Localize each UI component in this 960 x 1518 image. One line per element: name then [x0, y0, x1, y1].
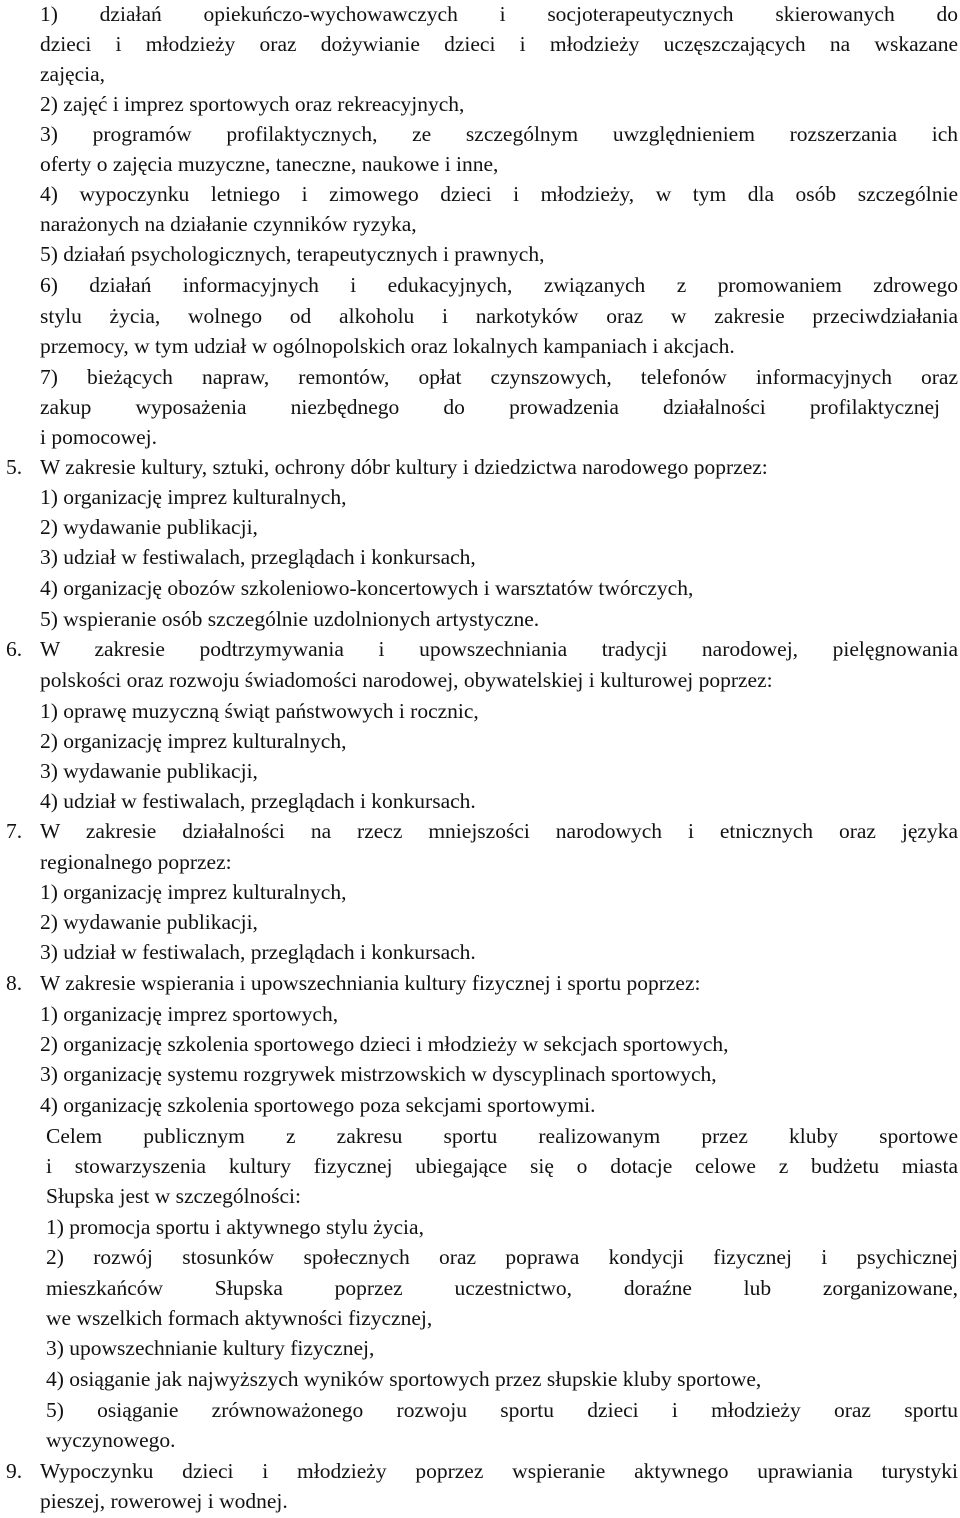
- section-heading: W zakresie wspierania i upowszechniania kultury fizycznej i sportu poprzez:: [40, 971, 701, 995]
- section-heading: W zakresie kultury, sztuki, ochrony dóbr kultury i dziedzictwa narodowego poprzez:: [40, 455, 768, 479]
- text-line: zakup wyposażenia niezbędnego do prowadzenia działalności profilaktycznej: [40, 395, 940, 419]
- text-line: przemocy, w tym udział w ogólnopolskich oraz lokalnych kampaniach i akcjach.: [40, 334, 735, 358]
- list-item: 3) wydawanie publikacji,: [40, 759, 258, 783]
- list-item: 1) promocja sportu i aktywnego stylu życia,: [46, 1215, 424, 1239]
- list-item: 5) wspieranie osób szczególnie uzdolnionych artystyczne.: [40, 607, 540, 631]
- list-item: 3) upowszechnianie kultury fizycznej,: [46, 1336, 375, 1360]
- list-item: 3) organizację systemu rozgrywek mistrzowskich w dyscyplinach sportowych,: [40, 1062, 717, 1086]
- text-line: 2) zajęć i imprez sportowych oraz rekreacyjnych,: [40, 92, 465, 116]
- list-item: 1) organizację imprez kulturalnych,: [40, 880, 347, 904]
- text-line: stylu życia, wolnego od alkoholu i narkotyków oraz w zakresie przeciwdziałania: [40, 304, 958, 328]
- list-item: 4) udział w festiwalach, przeglądach i konkursach.: [40, 789, 476, 813]
- paragraph-line: Celem publicznym z zakresu sportu realizowanym przez kluby sportowe: [46, 1124, 958, 1148]
- list-item: 1) oprawę muzyczną świąt państwowych i rocznic,: [40, 699, 479, 723]
- list-item: 2) organizację imprez kulturalnych,: [40, 729, 347, 753]
- list-item: 2) wydawanie publikacji,: [40, 910, 258, 934]
- section-heading-cont: regionalnego poprzez:: [40, 850, 232, 874]
- section-number: 5.: [6, 455, 23, 479]
- text-line: zajęcia,: [40, 62, 106, 86]
- list-item: 2) wydawanie publikacji,: [40, 515, 258, 539]
- list-item: 2) organizację szkolenia sportowego dzieci i młodzieży w sekcjach sportowych,: [40, 1032, 729, 1056]
- section-number: 8.: [6, 971, 23, 995]
- list-item: 4) organizację szkolenia sportowego poza sekcjami sportowymi.: [40, 1093, 596, 1117]
- text-line: 3) programów profilaktycznych, ze szczególnym uwzględnieniem rozszerzania ich: [40, 122, 958, 146]
- list-item: 4) osiąganie jak najwyższych wyników sportowych przez słupskie kluby sportowe,: [46, 1367, 762, 1391]
- list-item: 3) udział w festiwalach, przeglądach i konkursach.: [40, 940, 476, 964]
- paragraph-line: Słupska jest w szczególności:: [46, 1184, 301, 1208]
- list-item-cont: wyczynowego.: [46, 1428, 176, 1452]
- list-item: 2) rozwój stosunków społecznych oraz poprawa kondycji fizycznej i psychicznej: [46, 1245, 958, 1269]
- section-heading-cont: polskości oraz rozwoju świadomości narodowej, obywatelskiej i kulturowej poprzez:: [40, 668, 773, 692]
- list-item-cont: mieszkańców Słupska poprzez uczestnictwo, doraźne lub zorganizowane,: [46, 1276, 958, 1300]
- text-line: 7) bieżących napraw, remontów, opłat czynszowych, telefonów informacyjnych oraz: [40, 365, 958, 389]
- list-item-cont: we wszelkich formach aktywności fizycznej,: [46, 1306, 433, 1330]
- section-heading: W zakresie działalności na rzecz mniejszości narodowych i etnicznych oraz języka: [40, 819, 958, 843]
- text-line: 6) działań informacyjnych i edukacyjnych, związanych z promowaniem zdrowego: [40, 273, 958, 297]
- section-heading-cont: pieszej, rowerowej i wodnej.: [40, 1489, 288, 1513]
- list-item: 1) organizację imprez kulturalnych,: [40, 485, 347, 509]
- section-number: 7.: [6, 819, 23, 843]
- text-line: i pomocowej.: [40, 425, 158, 449]
- list-item: 4) organizację obozów szkoleniowo-koncertowych i warsztatów twórczych,: [40, 576, 694, 600]
- text-line: 1) działań opiekuńczo-wychowawczych i socjoterapeutycznych skierowanych do: [40, 2, 958, 26]
- section-heading: W zakresie podtrzymywania i upowszechniania tradycji narodowej, pielęgnowania: [40, 637, 958, 661]
- text-line: 4) wypoczynku letniego i zimowego dzieci i młodzieży, w tym dla osób szczególnie: [40, 182, 958, 206]
- section-number: 6.: [6, 637, 23, 661]
- text-line: oferty o zajęcia muzyczne, taneczne, naukowe i inne,: [40, 152, 499, 176]
- text-line: dzieci i młodzieży oraz dożywianie dzieci i młodzieży uczęszczających na wskazane: [40, 32, 958, 56]
- list-item: 3) udział w festiwalach, przeglądach i konkursach,: [40, 545, 476, 569]
- section-number: 9.: [6, 1459, 23, 1483]
- text-line: 5) działań psychologicznych, terapeutycznych i prawnych,: [40, 242, 545, 266]
- text-line: narażonych na działanie czynników ryzyka,: [40, 212, 417, 236]
- list-item: 5) osiąganie zrównoważonego rozwoju sportu dzieci i młodzieży oraz sportu: [46, 1398, 958, 1422]
- section-heading: Wypoczynku dzieci i młodzieży poprzez wspieranie aktywnego uprawiania turystyki: [40, 1459, 958, 1483]
- paragraph-line: i stowarzyszenia kultury fizycznej ubiegające się o dotacje celowe z budżetu miasta: [46, 1154, 958, 1178]
- list-item: 1) organizację imprez sportowych,: [40, 1002, 339, 1026]
